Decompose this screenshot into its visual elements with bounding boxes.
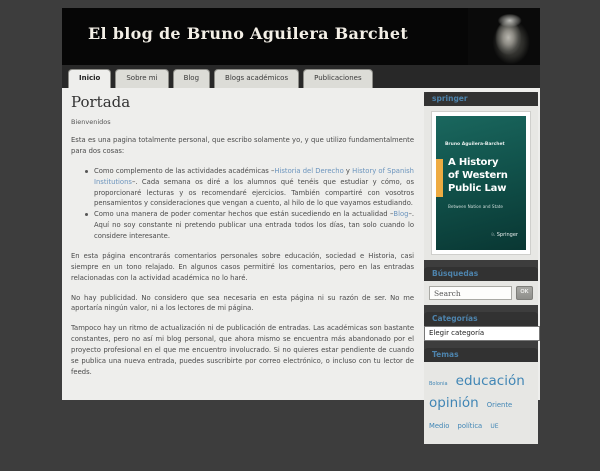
bullet1-text-post: –. Cada semana os diré a los alumnos qué tenéis que estudiar y cómo, os proporcionaré lecturas y os recomendaré ejercicios. También compartiré con vosotros pensamientos y consideraciones que vengan a cuento, al hilo de lo que vayamos estudiando. bbox=[94, 177, 414, 208]
tag-bolonia[interactable]: Bolonia bbox=[429, 381, 448, 387]
springer-widget-body bbox=[424, 106, 538, 260]
link-history-of-spanish-institutions[interactable]: History of Spanish Institutions bbox=[94, 166, 414, 186]
widget-springer bbox=[424, 92, 538, 260]
tag-opinion[interactable]: opinión bbox=[429, 394, 479, 411]
tab-blog[interactable]: Blog bbox=[173, 69, 210, 88]
widget-search bbox=[424, 267, 538, 305]
tag-cloud bbox=[424, 362, 538, 444]
book-cover-image bbox=[436, 116, 526, 250]
intro-paragraph: Esta es una pagina totalmente personal, que escribo solamente yo, y que utilizo fundamentalmente para dos cosas: bbox=[71, 136, 414, 155]
bullet2-text-pre: Como una manera de poder comentar hechos que están sucediendo en la actualidad – bbox=[94, 210, 394, 219]
tab-blogs-academicos[interactable]: Blogs académicos bbox=[214, 69, 299, 88]
categories-widget-title: Categorías bbox=[424, 312, 538, 326]
author-portrait-photo bbox=[468, 8, 540, 65]
book-title-line2: of Western bbox=[448, 169, 508, 181]
book-title-line3: Public Law bbox=[448, 182, 507, 194]
book-subtitle: Between Nation and State bbox=[448, 204, 503, 209]
topics-widget-title: Temas bbox=[424, 348, 538, 362]
book-author: Bruno Aguilera-Barchet bbox=[445, 142, 505, 147]
tab-sobre-mi[interactable]: Sobre mi bbox=[115, 69, 168, 88]
list-item bbox=[85, 166, 414, 210]
widget-topics bbox=[424, 348, 538, 444]
list-item bbox=[85, 209, 414, 242]
bullet2-text-post: –. Aquí no soy constante ni pretendo publicar una entrada todos los días, tan solo cuando lo considere interesante. bbox=[94, 210, 414, 240]
book-title bbox=[448, 157, 508, 195]
book-cover-link[interactable] bbox=[431, 111, 531, 255]
tab-inicio[interactable]: Inicio bbox=[68, 69, 111, 88]
search-widget-title: Búsquedas bbox=[424, 267, 538, 281]
paragraph-updates: Tampoco hay un ritmo de actualización ni de publicación de entradas. Las académicas son bastante constantes, pero no así mi blog personal, que ahora mismo se encuentra más abandonado por el proyecto profesional en el que me encuentro involucrado. Si no quieres estar pendiente de cuando se publica una nueva entrada, puedes suscribirte por correo electrónico, o incluso con tu lector de feeds. bbox=[71, 324, 414, 376]
tag-politica[interactable]: política bbox=[457, 422, 483, 431]
search-widget-body bbox=[424, 281, 538, 305]
widget-categories bbox=[424, 312, 538, 341]
springer-widget-title[interactable]: springer bbox=[424, 92, 538, 106]
welcome-text: Bienvenidos bbox=[71, 118, 111, 126]
search-ok-button[interactable]: OK bbox=[516, 286, 533, 300]
springer-horse-icon: ♘ bbox=[490, 232, 496, 238]
link-historia-del-derecho[interactable]: Historia del Derecho bbox=[274, 166, 344, 175]
sidebar bbox=[424, 92, 538, 471]
tag-ue[interactable]: UE bbox=[490, 423, 499, 431]
link-blog[interactable]: Blog bbox=[393, 210, 409, 219]
paragraph-comments: En esta página encontrarás comentarios personales sobre educación, sociedad e Historia, casi siempre en un tono relajado. En algunos casos permitiré los comentarios, pero en las entradas relacionadas con la actividad académica no lo haré. bbox=[71, 251, 414, 282]
book-orange-tab bbox=[436, 159, 443, 197]
purpose-list bbox=[85, 166, 414, 242]
site-header bbox=[62, 8, 540, 65]
springer-logo bbox=[491, 232, 518, 238]
tab-publicaciones[interactable]: Publicaciones bbox=[303, 69, 372, 88]
tag-oriente-medio[interactable]: Oriente Medio bbox=[429, 400, 513, 431]
main-content bbox=[62, 88, 424, 387]
bullet1-text-pre: Como complemento de las actividades académicas – bbox=[94, 166, 275, 175]
main-navigation bbox=[62, 65, 540, 88]
site-title: El blog de Bruno Aguilera Barchet bbox=[88, 24, 409, 43]
bullet1-text-mid: y bbox=[343, 166, 353, 175]
search-input[interactable] bbox=[429, 286, 512, 300]
content-wrapper bbox=[62, 88, 540, 431]
book-title-line1: A History bbox=[448, 157, 499, 168]
tab-list bbox=[68, 69, 373, 88]
category-select[interactable]: Elegir categoría bbox=[424, 326, 540, 341]
paragraph-advertising: No hay publicidad. No considero que sea necesaria en esta página ni su razón de ser. No me aportaría ningún valor, ni a los lectores de mi página. bbox=[71, 293, 414, 313]
page-title: Portada bbox=[71, 93, 131, 111]
springer-publisher-name: Springer bbox=[496, 232, 518, 238]
tag-educacion[interactable]: educación bbox=[455, 373, 525, 389]
